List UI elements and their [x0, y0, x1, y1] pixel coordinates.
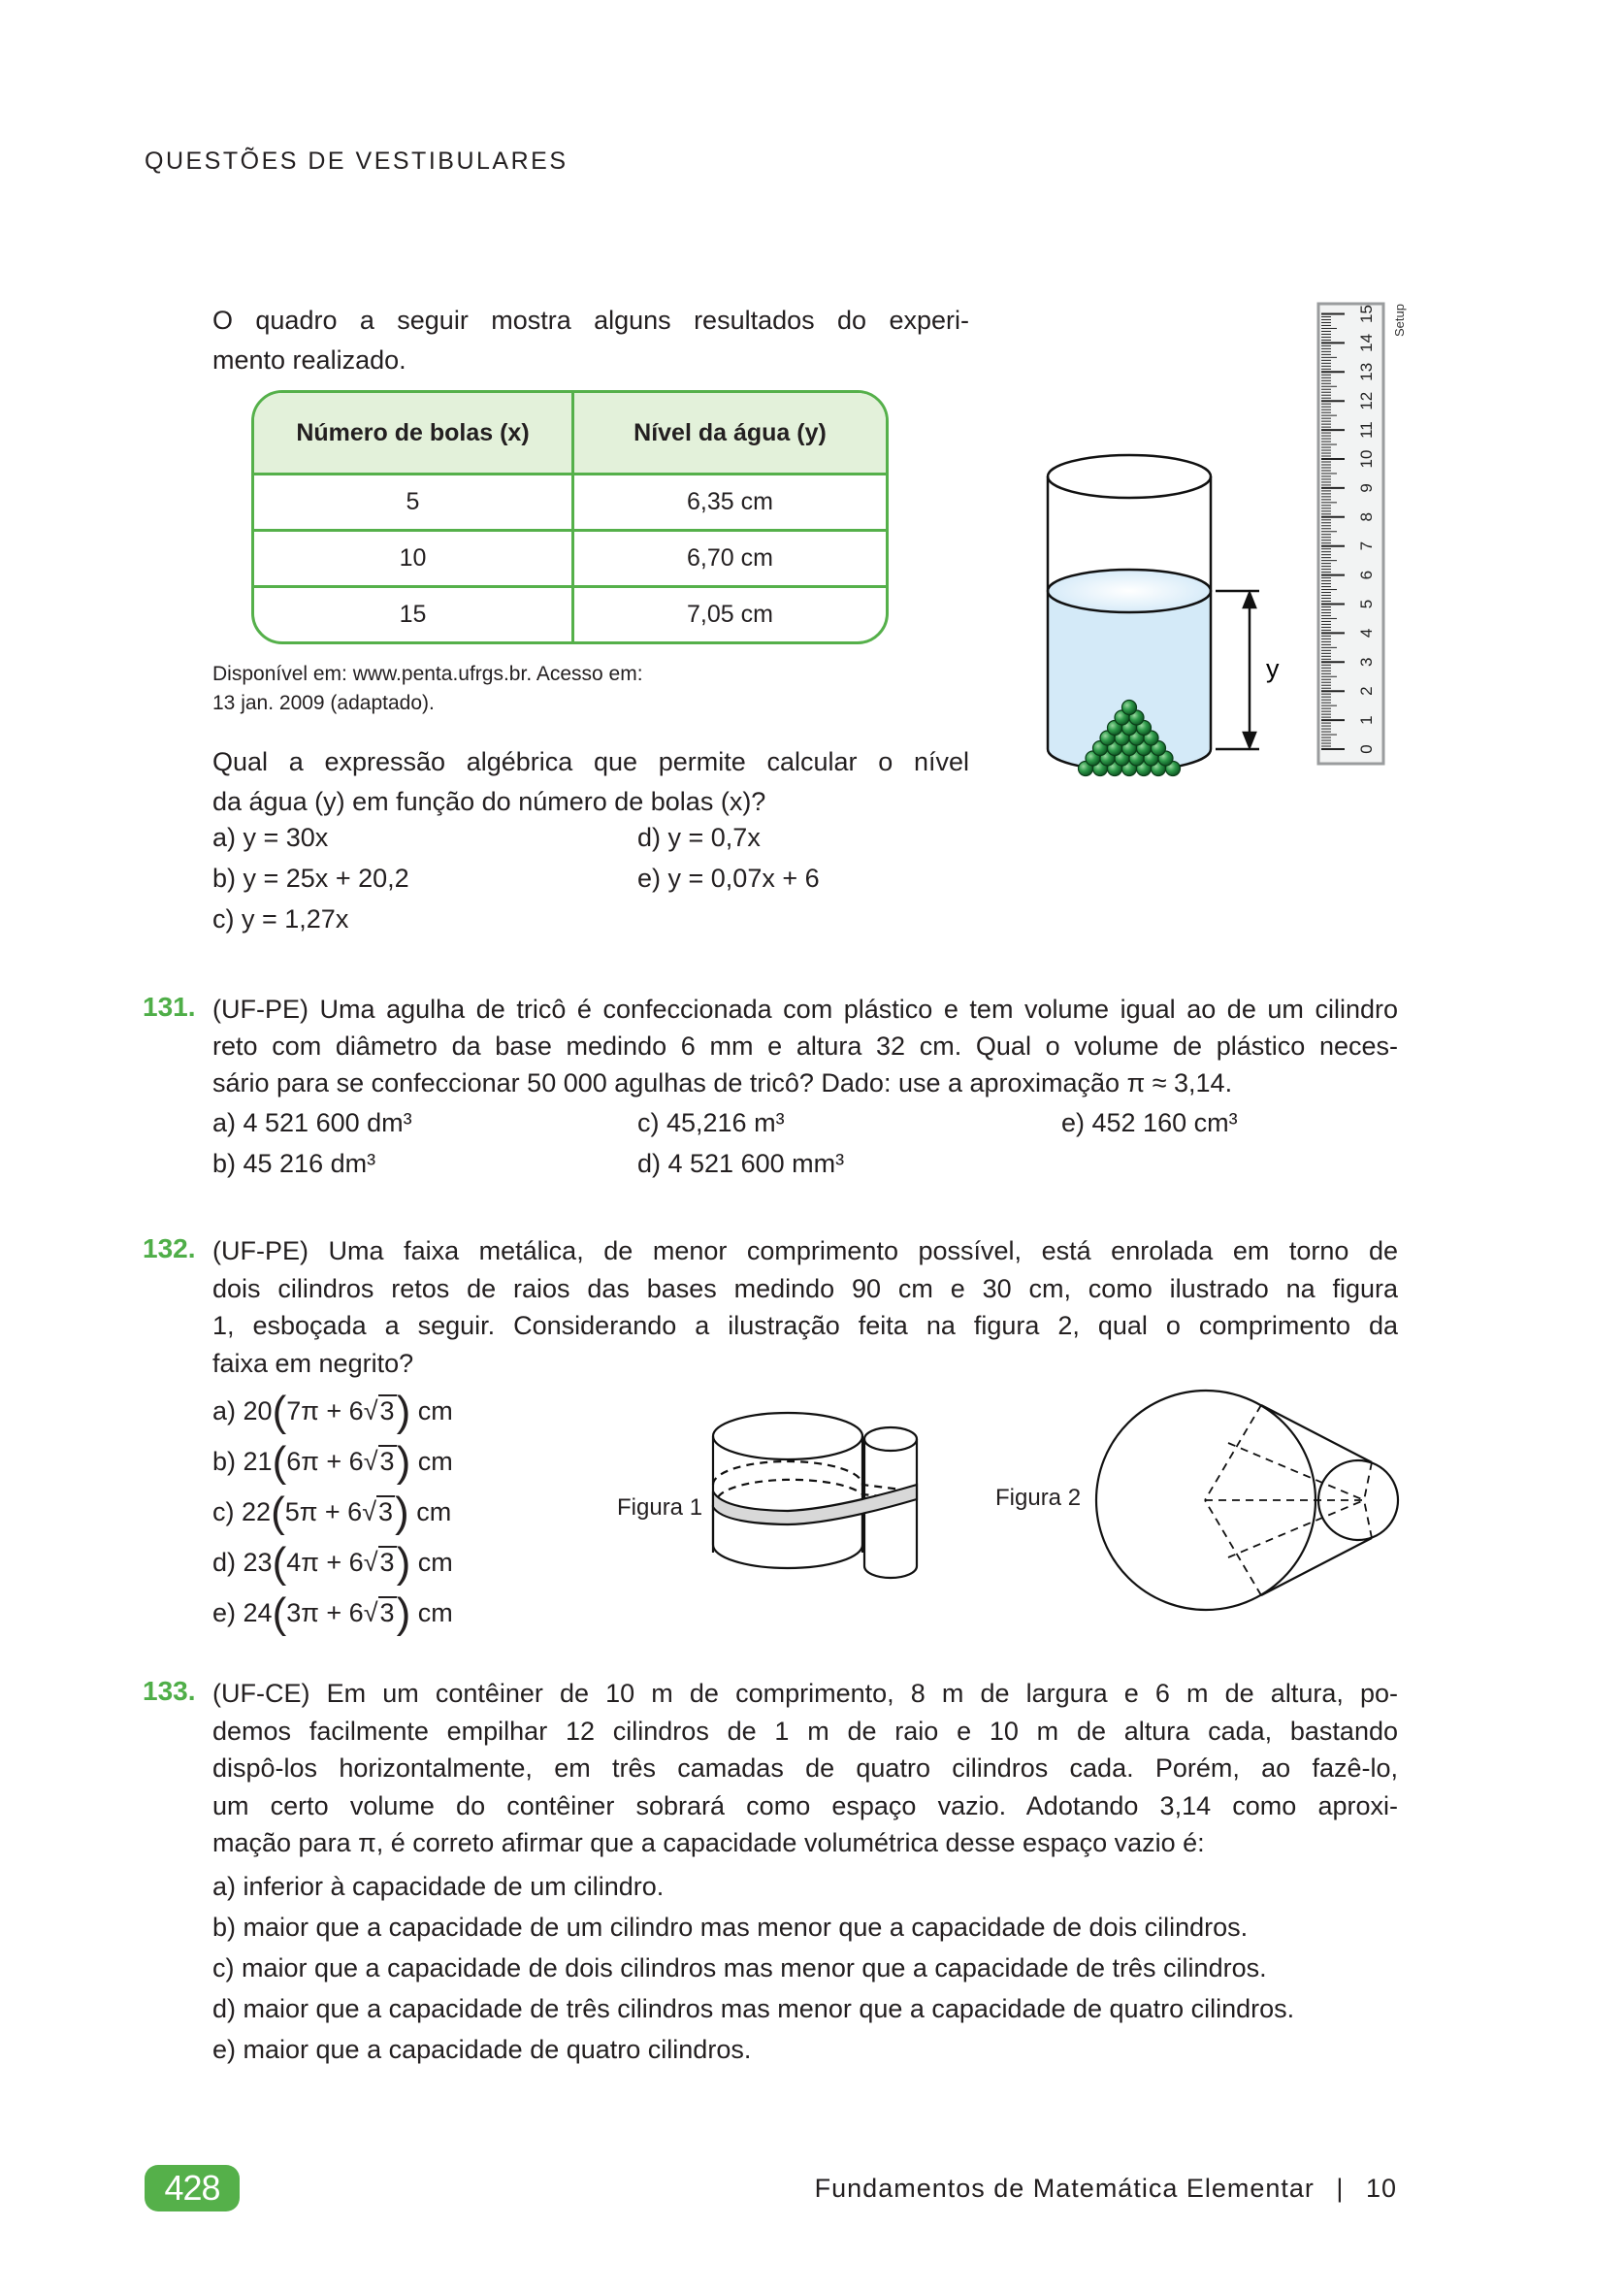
- coefficient: 21: [243, 1447, 273, 1476]
- y-label: y: [1266, 654, 1280, 683]
- ruler-number: 13: [1357, 362, 1376, 381]
- radicand: 3: [379, 1548, 395, 1577]
- figure-2-label: Figura 2: [995, 1485, 1082, 1511]
- open-paren: (: [271, 1489, 285, 1536]
- q131-option-d: d) 4 521 600 mm³: [637, 1149, 845, 1178]
- page-number-badge: 428: [145, 2165, 240, 2211]
- open-paren: (: [272, 1388, 287, 1435]
- q133-option-e: e) maior que a capacidade de quatro cilindros.: [212, 2035, 752, 2064]
- q131-option-c: c) 45,216 m³: [637, 1108, 785, 1137]
- open-paren: (: [272, 1539, 287, 1587]
- statement-line: 1, esboçada a seguir. Considerando a ilustração feita na figura 2, qual o comprimento da: [212, 1311, 1398, 1340]
- close-paren: ): [396, 1589, 411, 1637]
- option-letter: b): [212, 1447, 237, 1476]
- sqrt-icon: √: [363, 1548, 378, 1577]
- ruler-number: 7: [1357, 540, 1376, 551]
- figure-1-cylinders: [713, 1413, 917, 1578]
- column-header: Número de bolas (x): [254, 393, 574, 475]
- ruler-number: 1: [1357, 715, 1376, 725]
- option-letter: c): [212, 1497, 235, 1526]
- ruler-number: 5: [1357, 599, 1376, 609]
- q133-option-d: d) maior que a capacidade de três cilindros mas menor que a capacidade de quatro cilindros.: [212, 1994, 1295, 2023]
- q133-option-a: a) inferior à capacidade de um cilindro.: [212, 1872, 665, 1901]
- statement-line: sário para se confeccionar 50 000 agulhas de tricô? Dado: use a aproximação π ≈ 3,14.: [212, 1068, 1233, 1097]
- unit: cm: [417, 1598, 453, 1627]
- ruler-number: 9: [1357, 483, 1376, 493]
- plus-term: + 6: [326, 1396, 364, 1425]
- option-letter: e): [212, 1598, 237, 1627]
- figure-credit: Setup: [1392, 304, 1407, 337]
- ruler-number: 15: [1357, 305, 1376, 323]
- unit: cm: [417, 1548, 453, 1577]
- open-paren: (: [272, 1438, 287, 1486]
- cell: 15: [254, 585, 574, 641]
- q130-option-b: b) y = 25x + 20,2: [212, 864, 409, 893]
- q133-option-c: c) maior que a capacidade de dois cilindros mas menor que a capacidade de três cilindros.: [212, 1953, 1267, 1982]
- close-paren: ): [396, 1438, 411, 1486]
- q133-option-b: b) maior que a capacidade de um cilindro mas menor que a capacidade de dois cilindros.: [212, 1913, 1249, 1942]
- question-line: da água (y) em função do número de bolas (x)?: [212, 787, 766, 816]
- ruler-number: 10: [1357, 449, 1376, 469]
- statement-line: dispô-los horizontalmente, em três camadas de quatro cilindros cada. Porém, ao fazê-lo,: [212, 1753, 1398, 1783]
- unit: cm: [417, 1396, 453, 1425]
- ruler-number: 3: [1357, 657, 1376, 668]
- pi-term: 5π: [284, 1497, 318, 1526]
- coefficient: 23: [243, 1548, 273, 1577]
- section-header: QUESTÕES DE VESTIBULARES: [145, 147, 568, 175]
- sqrt-icon: √: [362, 1497, 377, 1526]
- q131-option-a: a) 4 521 600 dm³: [212, 1108, 412, 1137]
- statement-line: dois cilindros retos de raios das bases medindo 90 cm e 30 cm, como ilustrado na figura: [212, 1273, 1398, 1303]
- cell: 6,35 cm: [687, 488, 773, 515]
- statement-line: (UF-PE) Uma agulha de tricô é confeccionada com plástico e tem volume igual ao de um cilindro: [212, 995, 1398, 1024]
- open-paren: (: [272, 1589, 287, 1637]
- plus-term: + 6: [326, 1447, 364, 1476]
- figure-2-circles: [1096, 1391, 1398, 1610]
- footer-separator: |: [1336, 2174, 1345, 2203]
- sqrt-icon: √: [363, 1396, 378, 1425]
- radicand: 3: [378, 1497, 394, 1526]
- option-letter: a): [212, 1396, 237, 1425]
- volume-number: 10: [1365, 2174, 1397, 2203]
- ruler-number: 14: [1357, 333, 1376, 352]
- plus-term: + 6: [324, 1497, 363, 1526]
- statement-line: faixa em negrito?: [212, 1348, 414, 1378]
- radicand: 3: [379, 1598, 395, 1627]
- statement-line: reto com diâmetro da base medindo 6 mm e altura 32 cm. Qual o volume de plástico neces-: [212, 1032, 1398, 1061]
- q131-option-b: b) 45 216 dm³: [212, 1149, 376, 1178]
- book-title: Fundamentos de Matemática Elementar: [814, 2174, 1315, 2203]
- ruler-number: 12: [1357, 391, 1376, 410]
- column-header: Nível da água (y): [574, 393, 886, 475]
- ruler-number: 2: [1357, 686, 1376, 696]
- sqrt-icon: √: [363, 1447, 378, 1476]
- q130-option-d: d) y = 0,7x: [637, 823, 761, 852]
- q133-statement: [212, 1675, 1398, 1862]
- sqrt-icon: √: [363, 1598, 378, 1627]
- statement-line: demos facilmente empilhar 12 cilindros de 1 m de raio e 10 m de altura cada, bastando: [212, 1716, 1398, 1746]
- plus-term: + 6: [326, 1598, 364, 1627]
- pi-term: 3π: [286, 1598, 319, 1627]
- ruler-number: 6: [1357, 570, 1376, 580]
- question-line: Qual a expressão algébrica que permite calcular o nível: [212, 747, 969, 776]
- close-paren: ): [396, 1539, 411, 1587]
- pi-term: 4π: [286, 1548, 319, 1577]
- q130-option-c: c) y = 1,27x: [212, 904, 349, 934]
- q130-intro-line: O quadro a seguir mostra alguns resultados do experi-: [212, 306, 969, 335]
- q132-number: 132.: [143, 1233, 196, 1263]
- ruler-number: 8: [1357, 512, 1376, 522]
- pi-term: 6π: [286, 1447, 319, 1476]
- ruler-number: 11: [1357, 421, 1376, 439]
- statement-line: um certo volume do contêiner sobrará como espaço vazio. Adotando 3,14 como aproxi-: [212, 1790, 1398, 1820]
- q130-option-a: a) y = 30x: [212, 823, 329, 852]
- q130-intro-line: mento realizado.: [212, 345, 406, 375]
- statement-line: mação para π, é correto afirmar que a capacidade volumétrica desse espaço vazio é:: [212, 1828, 1205, 1857]
- radicand: 3: [379, 1396, 395, 1425]
- cell: 7,05 cm: [574, 585, 886, 641]
- cell: 6,70 cm: [574, 529, 886, 585]
- plus-term: + 6: [326, 1548, 364, 1577]
- close-paren: ): [395, 1489, 409, 1536]
- coefficient: 24: [243, 1598, 273, 1627]
- cell: 10: [254, 529, 574, 585]
- q131-option-e: e) 452 160 cm³: [1061, 1108, 1238, 1137]
- unit: cm: [416, 1497, 452, 1526]
- source-line: 13 jan. 2009 (adaptado).: [212, 692, 435, 714]
- footer-title: [815, 2174, 1397, 2204]
- coefficient: 22: [242, 1497, 272, 1526]
- cell: 5: [254, 475, 574, 529]
- coefficient: 20: [243, 1396, 273, 1425]
- source-line: Disponível em: www.penta.ufrgs.br. Acesso em:: [212, 663, 643, 685]
- radicand: 3: [379, 1447, 395, 1476]
- ruler-number: 0: [1357, 744, 1376, 754]
- statement-line: (UF-CE) Em um contêiner de 10 m de comprimento, 8 m de largura e 6 m de altura, po-: [212, 1679, 1398, 1708]
- close-paren: ): [396, 1388, 411, 1435]
- q133-options: [212, 1866, 1294, 2070]
- q130-option-e: e) y = 0,07x + 6: [637, 864, 820, 893]
- ruler-number: 4: [1357, 628, 1376, 639]
- unit: cm: [417, 1447, 453, 1476]
- q131-number: 131.: [143, 992, 196, 1022]
- pi-term: 7π: [286, 1396, 319, 1425]
- figure-1-label: Figura 1: [617, 1494, 703, 1521]
- statement-line: (UF-PE) Uma faixa metálica, de menor comprimento possível, está enrolada em torno de: [212, 1236, 1398, 1265]
- option-letter: d): [212, 1548, 237, 1577]
- q133-number: 133.: [143, 1676, 196, 1706]
